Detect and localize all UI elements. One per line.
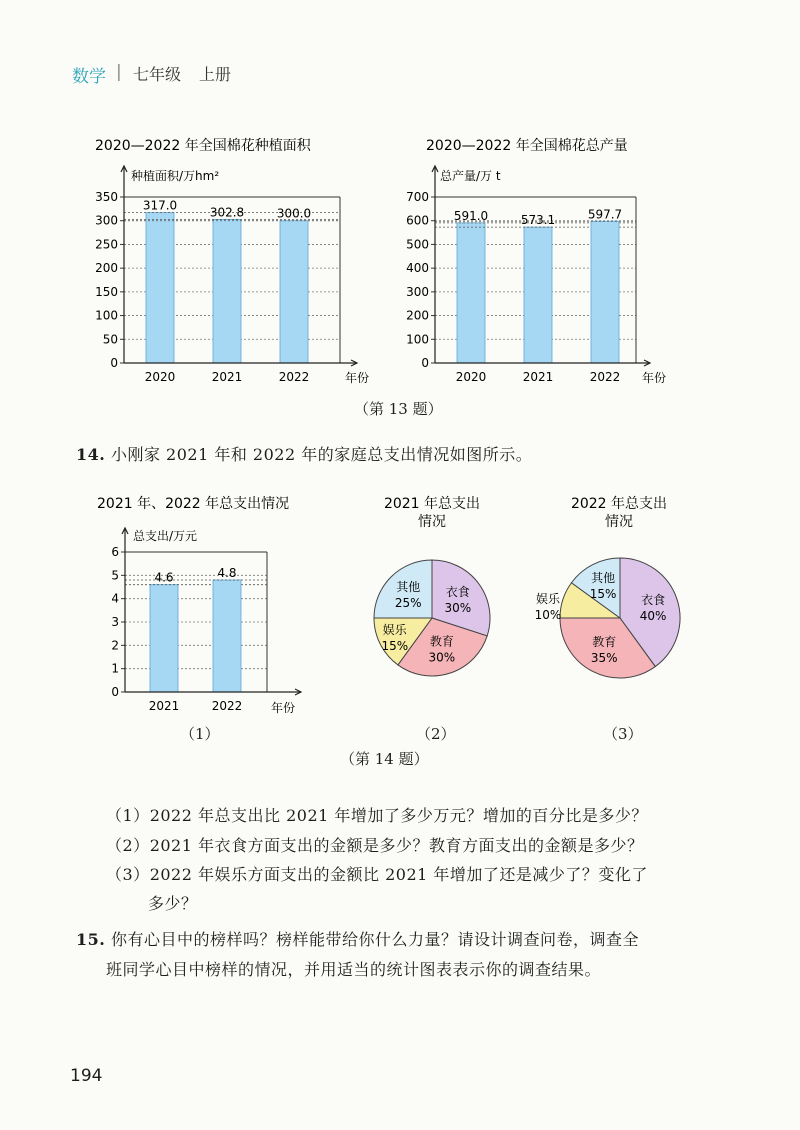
slice-name: 衣食 <box>445 585 470 600</box>
y-tick-label: 2 <box>111 638 119 653</box>
x-tick-label: 2020 <box>455 370 487 384</box>
q14-stem <box>76 442 532 465</box>
y-tick-label: 100 <box>95 308 118 323</box>
y-tick-label: 700 <box>406 190 429 204</box>
slice-name: 衣食 <box>641 593 666 608</box>
q13-caption: （第 13 题） <box>354 400 443 418</box>
slice-name: 教育 <box>429 634 454 649</box>
q14-caption: （第 14 题） <box>340 750 429 768</box>
y-tick-label: 0 <box>110 356 118 370</box>
plot-area <box>406 166 650 384</box>
chart-title: 2020—2022 年全国棉花种植面积 <box>95 138 311 154</box>
x-tick-label: 2020 <box>144 370 176 384</box>
pie-chart-2022 <box>525 488 700 693</box>
q14-sub-1 <box>106 803 648 826</box>
slice-name: 其他 <box>396 580 421 595</box>
x-axis-label: 年份 <box>271 701 296 715</box>
sub-text: 2021 年衣食方面支出的金额是多少？教育方面支出的金额是多少？ <box>149 836 644 855</box>
bar <box>457 223 485 363</box>
x-tick-label: 2021 <box>148 699 180 713</box>
y-tick-label: 300 <box>95 213 118 228</box>
sub-text: 2022 年总支出比 2021 年增加了多少万元？增加的百分比是多少？ <box>149 806 648 825</box>
bar-chart-total-expense <box>95 488 315 718</box>
y-tick-label: 5 <box>111 568 119 583</box>
slice-percent: 15% <box>589 586 617 601</box>
header-subject: 数学 <box>72 67 106 87</box>
chart-title: 2020—2022 年全国棉花总产量 <box>426 138 628 154</box>
page-number: 194 <box>70 1066 103 1086</box>
x-tick-label: 2022 <box>211 699 243 713</box>
slice-percent: 30% <box>428 650 456 665</box>
slice-percent: 10% <box>534 608 562 622</box>
y-tick-label: 350 <box>95 190 118 204</box>
x-axis-label: 年份 <box>642 371 667 385</box>
data-label: 317.0 <box>142 198 178 213</box>
y-tick-label: 0 <box>421 356 429 370</box>
slice-name: 娱乐 <box>535 592 561 606</box>
plot-area <box>95 166 357 384</box>
slice-percent: 15% <box>381 638 409 653</box>
slice-name: 娱乐 <box>382 622 407 637</box>
sub-number: （2） <box>106 836 150 855</box>
data-label: 591.0 <box>453 208 489 223</box>
sub-number: （1） <box>106 806 150 825</box>
pie-chart-2021 <box>360 488 505 693</box>
chart-title-line2: 情况 <box>605 514 633 530</box>
x-tick-label: 2021 <box>211 370 243 384</box>
q15-text-1: 你有心目中的榜样吗？榜样能带给你什么力量？请设计调查问卷，调查全 <box>110 930 639 949</box>
header-volume: 上册 <box>199 65 232 84</box>
bar <box>150 585 178 692</box>
bar <box>280 221 308 363</box>
y-tick-label: 600 <box>406 213 429 228</box>
y-tick-label: 150 <box>95 284 118 299</box>
slice-percent: 40% <box>639 609 667 624</box>
q14-sub-2 <box>106 833 644 856</box>
y-tick-label: 400 <box>406 261 429 276</box>
chart-title: 2021 年、2022 年总支出情况 <box>97 496 290 512</box>
y-tick-label: 200 <box>406 308 429 323</box>
slice-percent: 25% <box>394 596 422 611</box>
y-tick-label: 300 <box>406 284 429 299</box>
q14-sub-3-continuation: 多少？ <box>148 894 198 913</box>
y-tick-label: 0 <box>111 685 119 699</box>
x-tick-label: 2022 <box>278 370 310 384</box>
data-label: 4.6 <box>154 570 174 585</box>
data-label: 302.8 <box>209 205 245 220</box>
chart-title-line1: 2021 年总支出 <box>383 496 481 512</box>
x-tick-label: 2022 <box>589 370 621 384</box>
bar <box>213 580 241 692</box>
data-label: 573.1 <box>520 213 556 228</box>
bar-chart-cotton-output <box>398 130 698 392</box>
q15-line-2: 班同学心目中榜样的情况，并用适当的统计图表表示你的调查结果。 <box>106 960 602 979</box>
sub-label-2: （2） <box>416 725 456 743</box>
bar-chart-cotton-area <box>95 130 385 392</box>
slice-name: 教育 <box>592 635 617 650</box>
data-label: 597.7 <box>587 207 623 222</box>
pie-area <box>535 558 680 678</box>
y-tick-label: 1 <box>111 661 119 676</box>
chart-title-line1: 2022 年总支出 <box>570 496 668 512</box>
sub-text: 2022 年娱乐方面支出的金额比 2021 年增加了还是减少了？变化了 <box>149 865 648 884</box>
q14-sub-3 <box>106 862 648 885</box>
y-tick-label: 100 <box>406 332 429 347</box>
y-tick-label: 250 <box>95 237 118 252</box>
pie-area <box>374 560 490 676</box>
sub-label-1: （1） <box>180 725 220 743</box>
bar <box>591 221 619 363</box>
q15-line-1 <box>76 927 639 950</box>
data-label: 300.0 <box>276 206 312 221</box>
bar <box>146 213 174 363</box>
bar <box>524 227 552 363</box>
q15-number: 15. <box>76 930 106 949</box>
x-tick-label: 2021 <box>522 370 554 384</box>
y-tick-label: 50 <box>102 332 118 347</box>
y-tick-label: 6 <box>111 545 119 559</box>
sub-number: （3） <box>106 865 150 884</box>
y-tick-label: 500 <box>406 237 429 252</box>
slice-percent: 30% <box>444 601 472 616</box>
q14-number: 14. <box>76 445 106 464</box>
y-tick-label: 3 <box>111 615 119 629</box>
y-axis-label: 总支出/万元 <box>133 529 198 543</box>
y-tick-label: 4 <box>111 591 119 606</box>
slice-percent: 35% <box>590 651 618 666</box>
q14-text: 小刚家 2021 年和 2022 年的家庭总支出情况如图所示。 <box>110 445 533 464</box>
y-tick-label: 200 <box>95 261 118 276</box>
bar <box>213 219 241 363</box>
chart-title-line2: 情况 <box>418 514 446 530</box>
header-separator: | <box>116 62 122 82</box>
y-axis-label: 总产量/万 t <box>440 169 501 183</box>
plot-area <box>111 528 301 713</box>
slice-name: 其他 <box>591 570 616 585</box>
sub-label-3: （3） <box>603 725 643 743</box>
y-axis-label: 种植面积/万hm² <box>131 169 220 183</box>
x-axis-label: 年份 <box>345 371 370 385</box>
data-label: 4.8 <box>217 566 237 580</box>
header-grade: 七年级 <box>133 65 182 84</box>
